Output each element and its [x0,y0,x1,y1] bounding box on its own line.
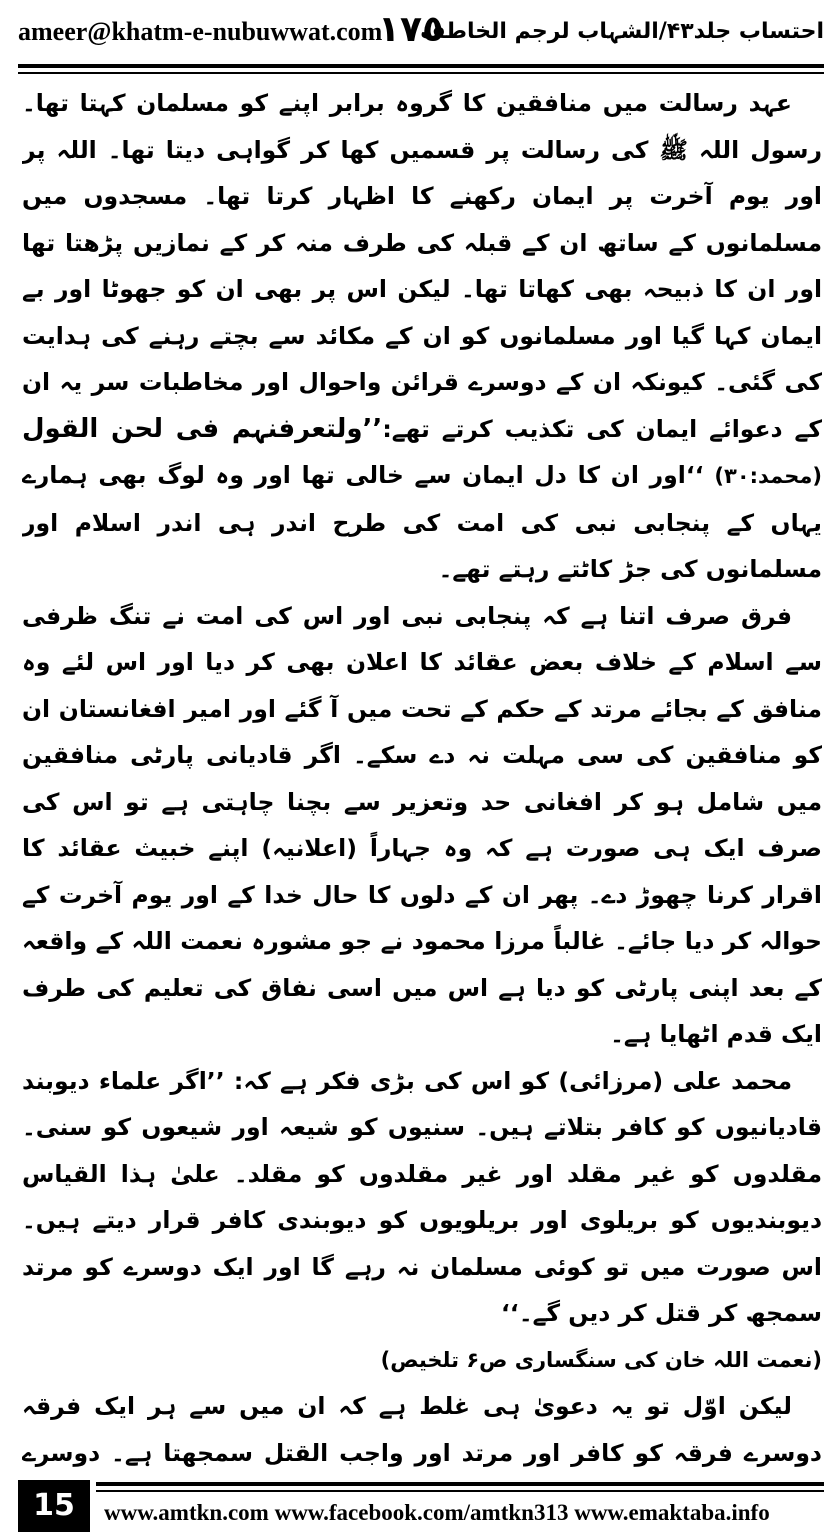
header-rule-thick [18,64,824,68]
page-body [22,80,822,1475]
body-paragraph-3: محمد علی (مرزائی) کو اس کی بڑی فکر ہے کہ: ’’اگر علماء دیوبند قادیانیوں کو کافر بتلاتے ہیں۔ سنیوں کو شیعہ اور شیعوں کو سنی۔ مقلدوں کو غیر مقلد اور غیر مقلدوں کو مقلد۔ علیٰ ہذا القیاس دیوبندیوں کو بریلوی اور بریلویوں کو دیوبندی کافر قرار دیتے ہیں۔ اس صورت میں تو کوئی مسلمان نہ رہے گا اور ایک دوسرے کو مرتد سمجھ کر قتل کر دیں گے۔‘‘ [22,1066,822,1327]
quran-quote: ’’ولتعرفنہم فی لحن القول [22,413,383,444]
body-paragraph-4: لیکن اوّل تو یہ دعویٰ ہی غلط ہے کہ ان میں سے ہر ایک فرقہ دوسرے فرقہ کو کافر اور مرتد اور واجب القتل سمجھتا ہے۔ دوسرے [22,1392,822,1467]
header-rule-thin [18,72,824,74]
source-reference: (نعمت اللہ خان کی سنگساری ص۶ تلخیص) [380,1347,822,1372]
footer-website-links[interactable]: www.amtkn.com www.facebook.com/amtkn313 www.emaktaba.info [104,1500,770,1525]
body-paragraph-2: فرق صرف اتنا ہے کہ پنجابی نبی اور اس کی امت نے تنگ ظرفی سے اسلام کے خلاف بعض عقائد کا اعلان بھی کر دیا اور اس لئے وہ منافق کے بجائے مرتد کے حکم کے تحت میں آ گئے اور امیر افغانستان ان کو منافقین کی سی مہلت نہ دے سکے۔ اگر قادیانی پارٹی منافقین میں شامل ہو کر افغانی حد وتعزیر سے بچنا چاہتی ہے تو اس کی صرف ایک ہی صورت ہے کہ وہ جہاراً (اعلانیہ) اپنے خبیث عقائد کا اقرار کرنا چھوڑ دے۔ پھر ان کے دلوں کا حال خدا کے اور یوم آخرت کے حوالہ کر دیا جائے۔ غالباً مرزا محمود نے جو مشورہ نعمت اللہ کے واقعہ کے بعد اپنی پارٹی کو دیا ہے اس میں اسی نفاق کی تعلیم کی طرف ایک قدم اٹھایا ہے۔ [22,601,822,1048]
header-email: ameer@khatm-e-nubuwwat.com [18,17,383,46]
quote-translation: ‘‘اور ان کا دل ایمان سے خالی تھا اور وہ لوگ بھی ہمارے یہاں کے پنجابی نبی کی امت کی طرح اندر ہی اندر اسلام اور مسلمانوں کی جڑ کاٹتے رہتے تھے۔ [22,461,822,583]
page-footer [18,1480,824,1536]
footer-page-number: 15 [18,1480,90,1532]
header-page-number: ١٧٥ [378,9,444,50]
header-book-title: احتساب جلد۴۳/الشہاب لرجم الخاطف [420,19,824,44]
body-paragraph-1 [22,80,822,593]
footer-rule-thin [96,1490,824,1492]
footer-rule-thick [96,1482,824,1486]
quran-citation: (محمد:۳۰) [714,464,822,488]
paragraph-1-text: عہد رسالت میں منافقین کا گروہ برابر اپنے کو مسلمان کہتا تھا۔ رسول اللہ ﷺ کی رسالت پر قسمیں کھا کر گواہی دیتا تھا۔ اللہ پر اور یوم آخرت پر ایمان رکھنے کا اظہار کرتا تھا۔ مسجدوں میں مسلمانوں کے ساتھ ان کے قبلہ کی طرف منہ کر کے نمازیں پڑھتا تھا اور ان کا ذبیحہ بھی کھاتا تھا۔ لیکن اس پر بھی ان کو جھوٹا اور بے ایمان کہا گیا اور مسلمانوں کو ان کے مکائد سے بچتے رہنے کی ہدایت کی گئی۔ کیونکہ ان کے دوسرے قرائن واحوال اور مخاطبات سر یہ ان کے دعوائے ایمان کی تکذیب کرتے تھے: [22,89,822,443]
page-header [18,4,824,60]
